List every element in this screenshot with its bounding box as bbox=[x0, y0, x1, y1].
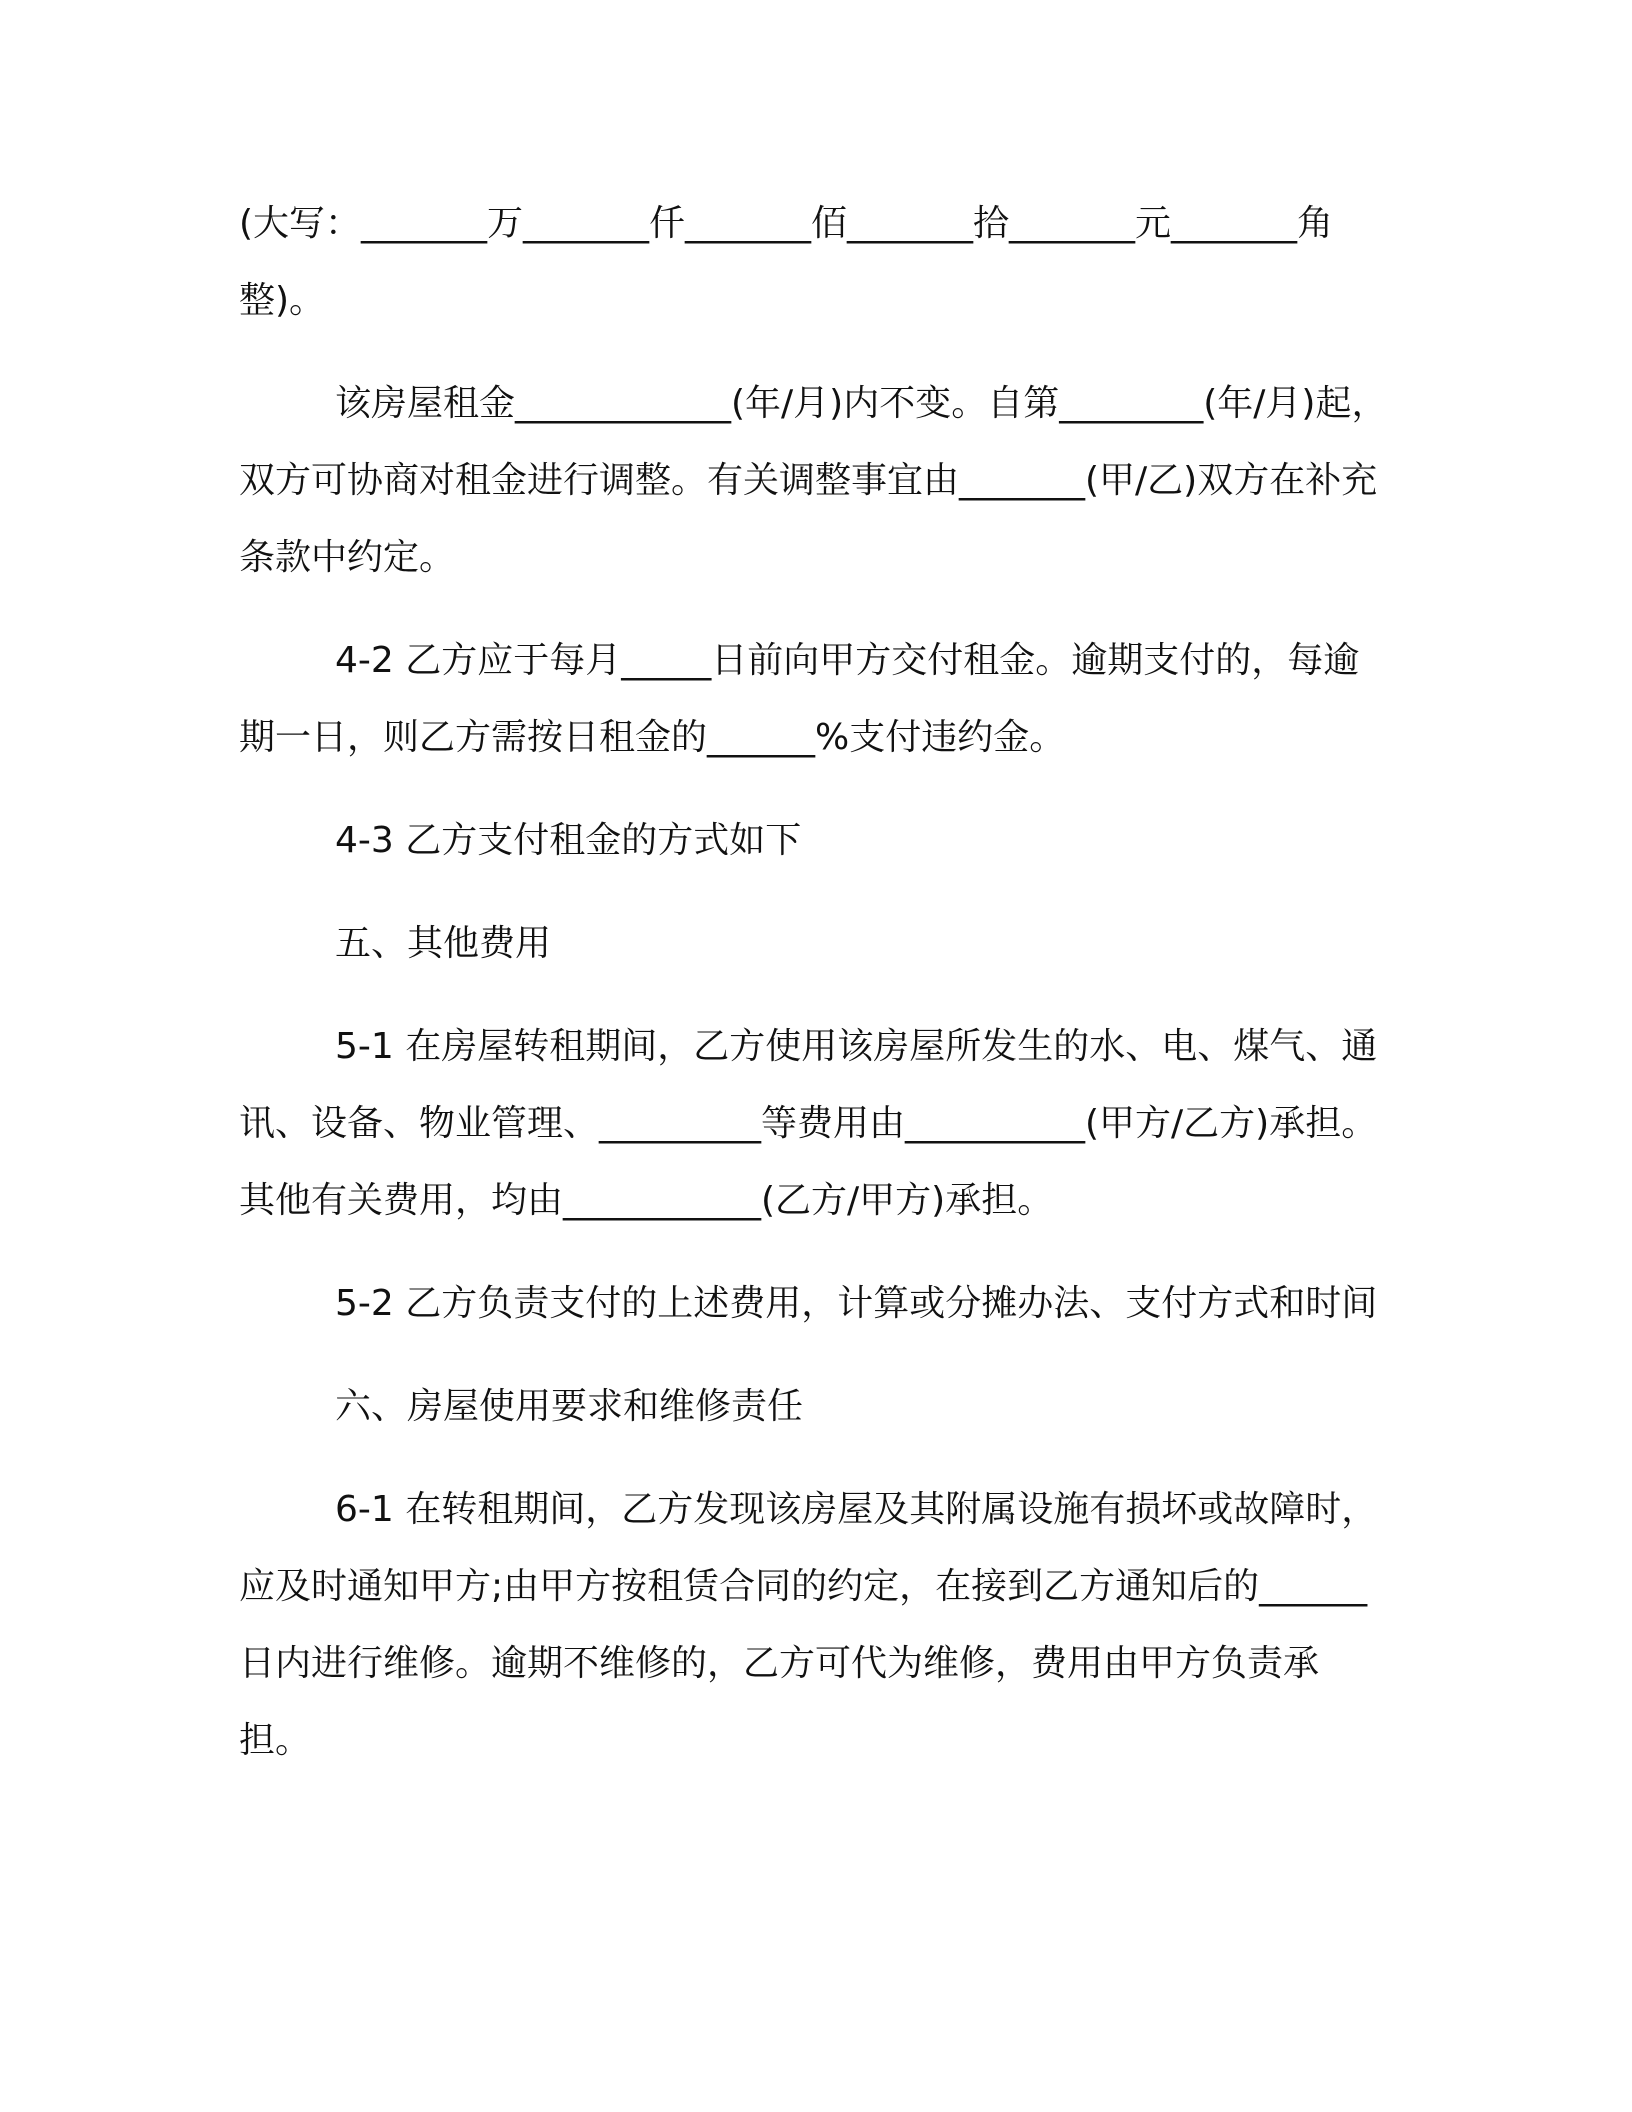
paragraph-amount-in-words: (大写：_______万_______仟_______佰_______拾_______元_______角整)。 bbox=[239, 203, 1334, 321]
paragraph-4-3: 4-3 乙方支付租金的方式如下 bbox=[335, 820, 802, 861]
section-heading-6: 六、房屋使用要求和维修责任 bbox=[335, 1386, 804, 1427]
paragraph-4-2: 4-2 乙方应于每月_____日前向甲方交付租金。逾期支付的，每逾期一日，则乙方需按日租金的______%支付违约金。 bbox=[239, 640, 1360, 758]
paragraph-6-1: 6-1 在转租期间，乙方发现该房屋及其附属设施有损坏或故障时，应及时通知甲方;由甲方按租赁合同的约定，在接到乙方通知后的______日内进行维修。逾期不维修的，乙方可代为维修，费用由甲方负责承担。 bbox=[239, 1489, 1378, 1761]
paragraph-5-2: 5-2 乙方负责支付的上述费用，计算或分摊办法、支付方式和时间 bbox=[335, 1283, 1378, 1324]
paragraph-rent-adjustment: 该房屋租金____________(年/月)内不变。自第________(年/月)起，双方可协商对租金进行调整。有关调整事宜由_______(甲/乙)双方在补充条款中约定。 bbox=[239, 383, 1388, 578]
section-heading-5: 五、其他费用 bbox=[335, 923, 552, 964]
paragraph-5-1: 5-1 在房屋转租期间，乙方使用该房屋所发生的水、电、煤气、通讯、设备、物业管理、_________等费用由__________(甲方/乙方)承担。其他有关费用，均由___________(乙方/甲方)承担。 bbox=[239, 1026, 1378, 1221]
document-body bbox=[239, 185, 1389, 1805]
